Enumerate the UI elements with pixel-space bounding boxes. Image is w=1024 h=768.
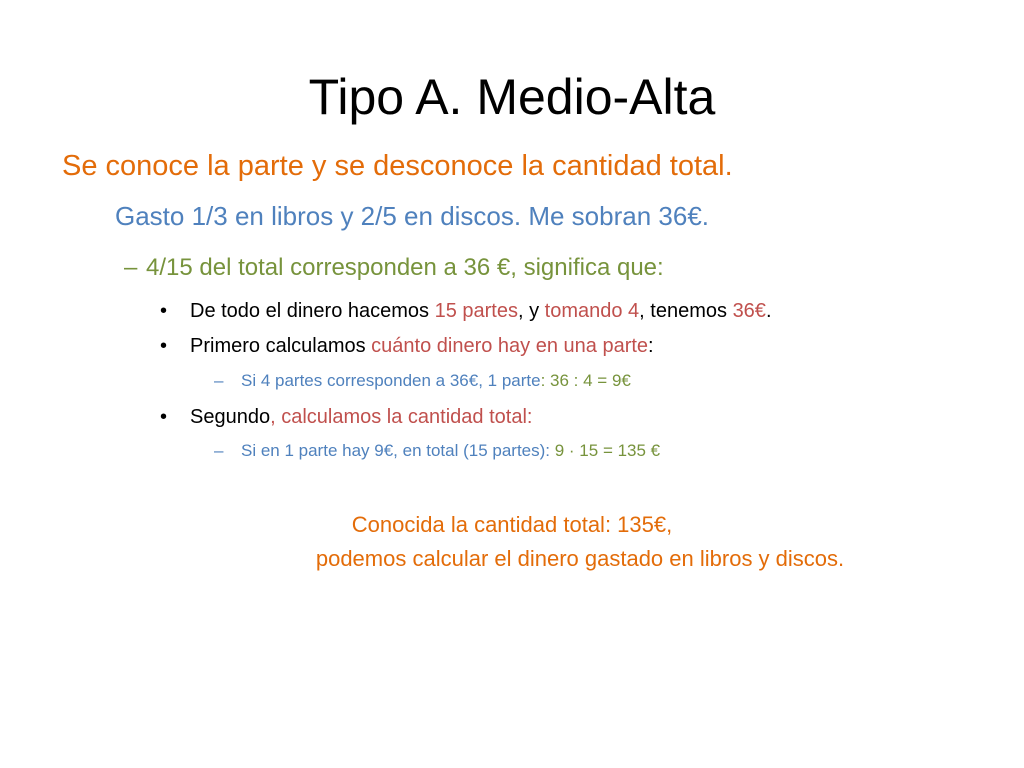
bullet-marker: •: [160, 335, 168, 357]
sub-text: Si en 1 parte hay 9€, en total (15 partes):: [241, 441, 555, 460]
sub-item-2: [214, 439, 660, 463]
calc-result: : 36 : 4 = 9€: [540, 371, 631, 390]
problem-statement: Gasto 1/3 en libros y 2/5 en discos. Me sobran 36€.: [115, 201, 710, 231]
calc-result: 9 · 15 = 135 €: [554, 441, 661, 460]
bullet-text: Segundo: [190, 406, 271, 428]
highlight-partes: 15 partes: [434, 300, 518, 322]
bullet-item-3: [160, 403, 532, 431]
level2-item: [124, 251, 664, 285]
slide-subtitle: Se conoce la parte y se desconoce la cantidad total.: [62, 150, 733, 182]
bullet-text: Primero calculamos: [190, 335, 372, 357]
bullet-item-1: [160, 297, 772, 325]
bullet-marker: •: [160, 300, 168, 322]
bullet-marker: •: [160, 406, 168, 428]
bullet-text: , y: [517, 300, 545, 322]
conclusion-line-1: Conocida la cantidad total: 135€,: [351, 512, 673, 537]
level2-text: 4/15 del total corresponden a 36 €, significa que:: [146, 254, 664, 281]
bullet-text: .: [765, 300, 772, 322]
conclusion-line-2: podemos calcular el dinero gastado en libros y discos.: [315, 546, 845, 571]
conclusion: [0, 508, 1024, 576]
dash-marker: –: [214, 371, 224, 390]
slide-title: Tipo A. Medio-Alta: [308, 69, 716, 125]
dash-marker: –: [124, 254, 138, 281]
highlight-parte: cuánto dinero hay en una parte: [371, 335, 649, 357]
dash-marker: –: [214, 441, 224, 460]
sub-item-1: [214, 369, 631, 393]
bullet-text: :: [648, 335, 654, 357]
bullet-text: , tenemos: [639, 300, 733, 322]
highlight-tomando: tomando 4: [544, 300, 640, 322]
highlight-amount: 36€: [732, 300, 766, 322]
bullet-text: De todo el dinero hacemos: [190, 300, 435, 322]
bullet-item-2: [160, 332, 654, 360]
sub-text: Si 4 partes corresponden a 36€, 1 parte: [241, 371, 541, 390]
highlight-total: , calculamos la cantidad total:: [270, 406, 533, 428]
